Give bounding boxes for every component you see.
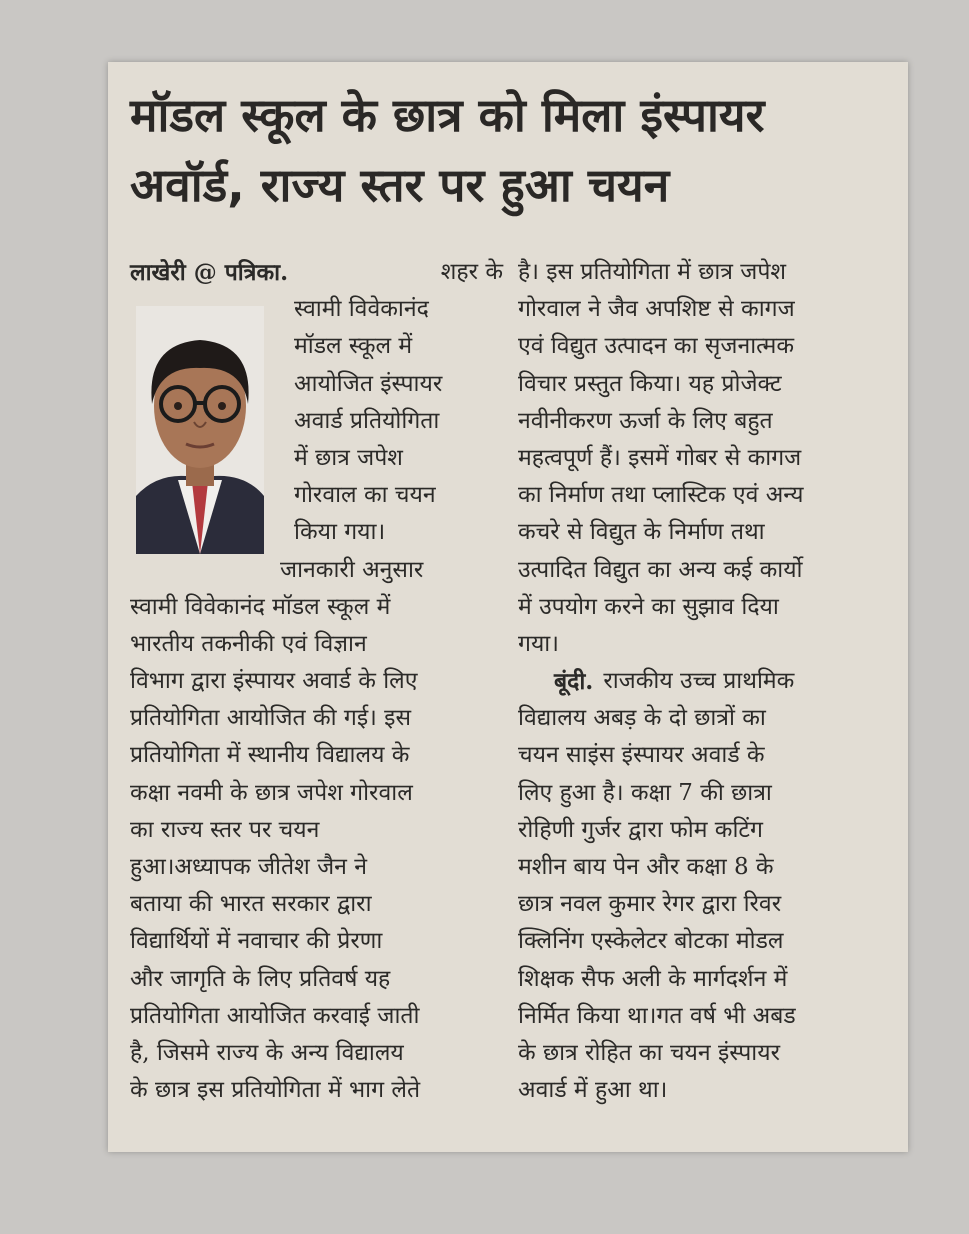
text-line: विभाग द्वारा इंस्पायर अवार्ड के लिए — [130, 668, 418, 695]
text-line: विद्यार्थियों में नवाचार की प्रेरणा — [130, 928, 383, 955]
text-line: आयोजित इंस्पायर — [294, 370, 443, 397]
text-line: में छात्र जपेश — [294, 444, 403, 471]
newspaper-clipping — [108, 62, 908, 1152]
headline — [130, 80, 900, 220]
text-line: के छात्र इस प्रतियोगिता में भाग लेते — [130, 1077, 421, 1104]
text-line: स्वामी विवेकानंद — [294, 296, 429, 323]
headline-line-2: अवॉर्ड, राज्य स्तर पर हुआ चयन — [130, 158, 670, 212]
text-line: के छात्र रोहित का चयन इंस्पायर — [518, 1039, 780, 1066]
text-line: भारतीय तकनीकी एवं विज्ञान — [130, 630, 367, 657]
text-line: बताया की भारत सरकार द्वारा — [130, 891, 372, 918]
right-column — [518, 254, 892, 1109]
text-line: नवीनीकरण ऊर्जा के लिए बहुत — [518, 407, 773, 434]
left-column — [130, 254, 503, 1109]
text-line: एवं विद्युत उत्पादन का सृजनात्मक — [518, 333, 795, 360]
text-line: शिक्षक सैफ अली के मार्गदर्शन में — [518, 965, 788, 992]
headline-line-1: मॉडल स्कूल के छात्र को मिला इंस्पायर — [130, 88, 765, 142]
text-line: कचरे से विद्युत के निर्माण तथा — [518, 519, 765, 546]
text-line: महत्वपूर्ण हैं। इसमें गोबर से कागज — [518, 444, 802, 471]
text-line: मशीन बाय पेन और कक्षा 8 के — [518, 854, 774, 880]
text-line: लिए हुआ है। कक्षा 7 की छात्रा — [518, 779, 772, 806]
text-line: विचार प्रस्तुत किया। यह प्रोजेक्ट — [518, 370, 782, 397]
text-line: का राज्य स्तर पर चयन — [130, 816, 320, 843]
text-line: हुआ।अध्यापक जीतेश जैन ने — [130, 854, 367, 880]
text-line: गोरवाल ने जैव अपशिष्ट से कागज — [518, 296, 795, 323]
text-line: का निर्माण तथा प्लास्टिक एवं अन्य — [518, 482, 804, 509]
text-fragment: शहर के — [440, 259, 503, 285]
text-fragment: राजकीय उच्च प्राथमिक — [603, 668, 795, 695]
dateline: बूंदी. — [554, 668, 594, 696]
text-line: में उपयोग करने का सुझाव दिया — [518, 593, 779, 620]
text-line: निर्मित किया था।गत वर्ष भी अबड — [518, 1002, 796, 1029]
byline: लाखेरी @ पत्रिका. — [130, 259, 289, 286]
text-line: और जागृति के लिए प्रतिवर्ष यह — [130, 965, 391, 992]
text-line: छात्र नवल कुमार रेगर द्वारा रिवर — [518, 891, 782, 918]
text-line: रोहिणी गुर्जर द्वारा फोम कटिंग — [518, 816, 763, 843]
text-line: गया। — [518, 630, 559, 657]
text-line: जानकारी अनुसार — [280, 556, 424, 583]
text-line: उत्पादित विद्युत का अन्य कई कार्यो — [518, 556, 803, 583]
text-line: क्लिनिंग एस्केलेटर बोटका मोडल — [518, 928, 784, 955]
text-line: गोरवाल का चयन — [294, 482, 436, 509]
text-line: है, जिसमे राज्य के अन्य विद्यालय — [130, 1039, 404, 1066]
text-line: प्रतियोगिता आयोजित करवाई जाती — [130, 1002, 420, 1029]
text-line — [518, 663, 892, 700]
text-line: अवार्ड प्रतियोगिता — [294, 407, 440, 434]
text-line: कक्षा नवमी के छात्र जपेश गोरवाल — [130, 779, 413, 806]
text-line: मॉडल स्कूल में — [294, 333, 413, 360]
text-line: प्रतियोगिता में स्थानीय विद्यालय के — [130, 742, 410, 769]
text-line: किया गया। — [294, 519, 386, 546]
text-line: है। इस प्रतियोगिता में छात्र जपेश — [518, 259, 787, 285]
text-line: अवार्ड में हुआ था। — [518, 1077, 668, 1104]
text-line: चयन साइंस इंस्पायर अवार्ड के — [518, 742, 765, 769]
text-line — [130, 254, 503, 291]
text-line: स्वामी विवेकानंद मॉडल स्कूल में — [130, 593, 391, 620]
text-line: विद्यालय अबड़ के दो छात्रों का — [518, 705, 766, 732]
text-line: प्रतियोगिता आयोजित की गई। इस — [130, 705, 412, 732]
